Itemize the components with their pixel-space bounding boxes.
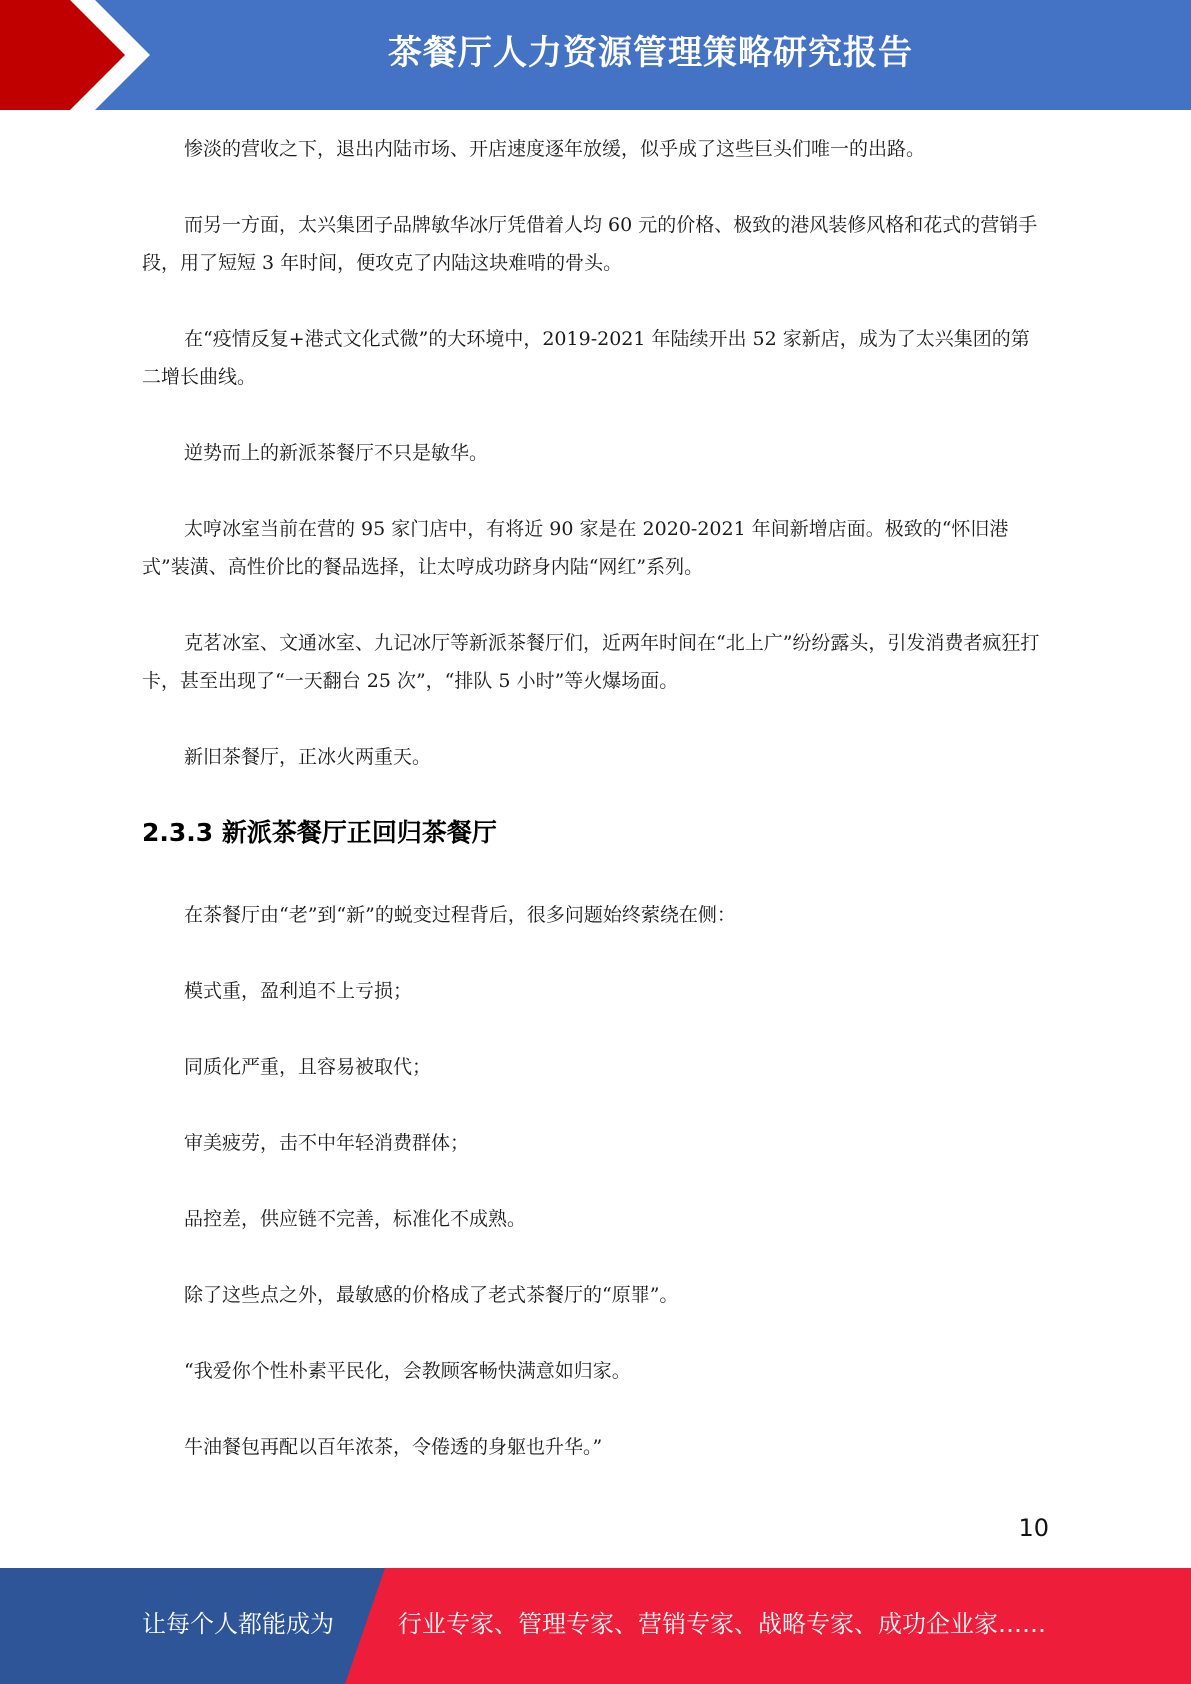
body-paragraph: 克茗冰室、文通冰室、九记冰厅等新派茶餐厅们，近两年时间在“北上广”纷纷露头，引发消费者疯狂打卡，甚至出现了“一天翻台 25 次”，“排队 5 小时”等火爆场面。: [142, 632, 1040, 692]
body-paragraph: 新旧茶餐厅，正冰火两重天。: [184, 746, 432, 768]
body-paragraph: 牛油餐包再配以百年浓茶，令倦透的身躯也升华。”: [184, 1436, 603, 1458]
body-paragraph: 逆势而上的新派茶餐厅不只是敏华。: [184, 442, 489, 464]
body-paragraph: 除了这些点之外，最敏感的价格成了老式茶餐厅的“原罪”。: [184, 1284, 679, 1306]
footer-slogan-right: 行业专家、管理专家、营销专家、战略专家、成功企业家……: [398, 1610, 1046, 1638]
header-title: 茶餐厅人力资源管理策略研究报告: [388, 33, 913, 73]
body-paragraph: 品控差，供应链不完善，标准化不成熟。: [184, 1208, 527, 1230]
footer-slogan-left: 让每个人都能成为: [142, 1610, 334, 1638]
page-number: 10: [1018, 1514, 1049, 1542]
body-paragraph: 而另一方面，太兴集团子品牌敏华冰厅凭借着人均 60 元的价格、极致的港风装修风格和花式的营销手段，用了短短 3 年时间，便攻克了内陆这块难啃的骨头。: [142, 214, 1038, 274]
body-paragraph: 惨淡的营收之下，退出内陆市场、开店速度逐年放缓，似乎成了这些巨头们唯一的出路。: [184, 138, 926, 160]
body-paragraph: 在茶餐厅由“老”到“新”的蜕变过程背后，很多问题始终萦绕在侧：: [184, 904, 736, 926]
page-header: [0, 0, 1191, 110]
body-paragraph: 同质化严重，且容易被取代；: [184, 1056, 432, 1078]
body-paragraph: 在“疫情反复+港式文化式微”的大环境中，2019-2021 年陆续开出 52 家新店，成为了太兴集团的第二增长曲线。: [142, 328, 1030, 388]
body-paragraph: 太哼冰室当前在营的 95 家门店中，有将近 90 家是在 2020-2021 年间新增店面。极致的“怀旧港式”装潢、高性价比的餐品选择，让太哼成功跻身内陆“网红”系列。: [142, 518, 1009, 578]
section-heading: 2.3.3 新派茶餐厅正回归茶餐厅: [142, 818, 497, 847]
body-paragraph: 审美疲劳，击不中年轻消费群体；: [184, 1132, 470, 1154]
body-paragraph: 模式重，盈利追不上亏损；: [184, 980, 413, 1002]
body-paragraph: “我爱你个性朴素平民化，会教顾客畅快满意如归家。: [184, 1360, 631, 1382]
page-footer: [0, 1568, 1191, 1684]
document-body: [142, 130, 1046, 1504]
